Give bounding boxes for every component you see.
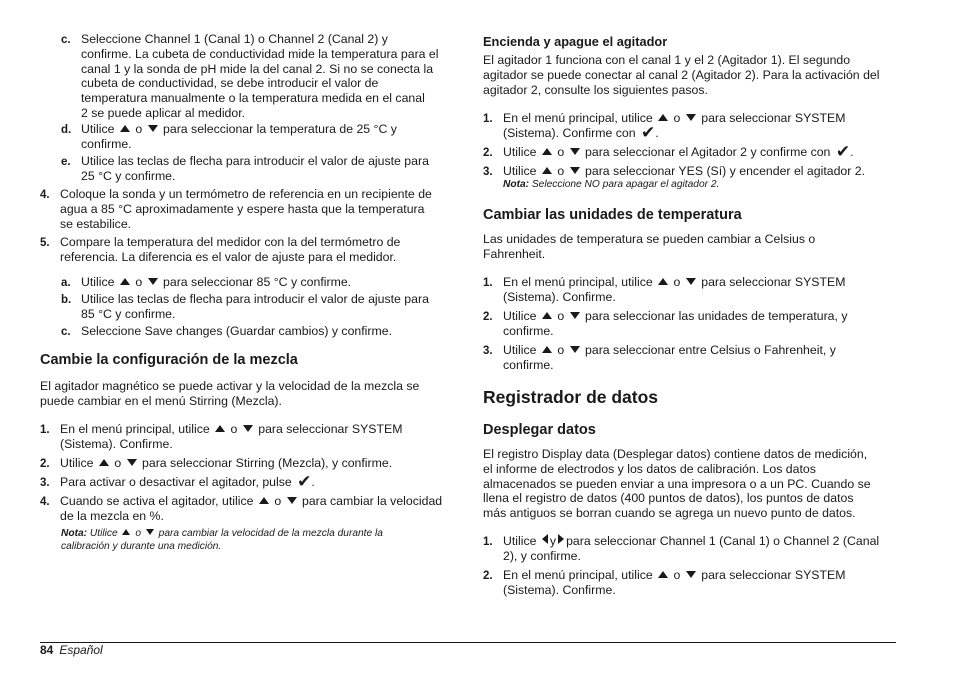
arrow-down-icon: [570, 312, 580, 319]
arrow-up-icon: [122, 529, 130, 535]
section-heading: Desplegar datos: [483, 422, 596, 438]
arrow-up-icon: [215, 425, 225, 432]
arrow-up-icon: [120, 278, 130, 285]
footer-language: Español: [59, 643, 103, 657]
arrow-down-icon: [287, 497, 297, 504]
section-heading: Cambiar las unidades de temperatura: [483, 207, 742, 223]
check-icon: ✔: [641, 122, 656, 142]
paragraph: El registro Display data (Desplegar datos) contiene datos de medición, el informe de electrodos y los datos de calibración. Los datos almacenados se pueden enviar a una impresora o a un PC. Cuando se llena el registro de datos (400 puntos de datos), los puntos de datos más antiguos se borran cuando se agrega un nuevo punto de datos.: [483, 447, 871, 521]
page-number: 84: [40, 643, 54, 657]
arrow-up-icon: [542, 312, 552, 319]
arrow-up-icon: [120, 125, 130, 132]
note: Nota: Utilice o para cambiar la velocidad de la mezcla durante la calibración y durante una medición.: [61, 528, 383, 552]
check-icon: ✔: [297, 472, 312, 491]
page-footer: [40, 643, 103, 657]
arrow-down-icon: [243, 425, 253, 432]
chapter-heading: Registrador de datos: [483, 387, 659, 407]
section-heading: Cambie la configuración de la mezcla: [40, 352, 298, 368]
paragraph: Las unidades de temperatura se pueden cambiar a Celsius o Fahrenheit.: [483, 232, 816, 261]
arrow-up-icon: [658, 571, 668, 578]
arrow-up-icon: [542, 148, 552, 155]
arrow-up-icon: [99, 459, 109, 466]
arrow-down-icon: [146, 529, 154, 535]
arrow-down-icon: [686, 114, 696, 121]
arrow-down-icon: [148, 125, 158, 132]
arrow-up-icon: [259, 497, 269, 504]
paragraph: El agitador 1 funciona con el canal 1 y el 2 (Agitador 1). El segundo agitador se puede conectar al canal 2 (Agitador 2). Para la activación del agitador 2, consulte los siguientes pasos.: [483, 53, 880, 97]
arrow-down-icon: [127, 459, 137, 466]
paragraph: El agitador magnético se puede activar y la velocidad de la mezcla se puede cambiar en el menú Stirring (Mezcla).: [40, 379, 420, 408]
arrow-down-icon: [570, 167, 580, 174]
section-heading: Encienda y apague el agitador: [483, 34, 668, 49]
arrow-up-icon: [542, 346, 552, 353]
arrow-down-icon: [570, 346, 580, 353]
arrow-down-icon: [686, 571, 696, 578]
footer-divider: [40, 642, 896, 643]
arrow-left-icon: [542, 534, 548, 544]
check-icon: ✔: [835, 142, 851, 161]
arrow-down-icon: [570, 148, 580, 155]
note: Nota: Seleccione NO para apagar el agitador 2.: [503, 179, 720, 190]
arrow-up-icon: [542, 167, 552, 174]
arrow-down-icon: [148, 278, 158, 285]
arrow-up-icon: [658, 114, 668, 121]
arrow-right-icon: [558, 534, 564, 544]
arrow-down-icon: [686, 278, 696, 285]
arrow-up-icon: [658, 278, 668, 285]
